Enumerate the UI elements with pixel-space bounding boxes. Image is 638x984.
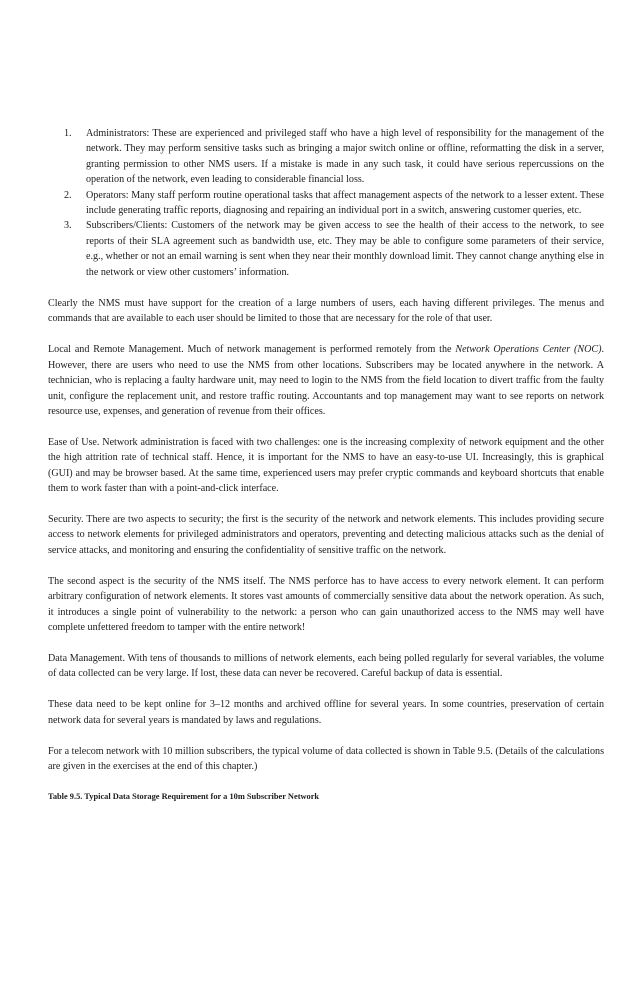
list-number: 2.: [64, 189, 72, 201]
list-number: 1.: [64, 128, 72, 139]
local-remote-text-end: . However, there are users who need to use the NMS from other locations. Subscribers may be located anywhere in the network. A technician, who is replacing a faulty hardware unit, may need to login to the NMS from the field location to divert traffic from the faulty unit, configure the replacement unit, and restore traffic routing. Accountants and top management may want to see reports on network resource use, expenses, and generation of revenue from their offices.: [48, 344, 604, 417]
list-item: [48, 188, 604, 219]
list-item-text: Subscribers/Clients: Customers of the network may be given access to see the health of their access to the network, to see reports of their SLA agreement such as bandwidth use, etc. They may be able to configure some parameters of their service, e.g., whether or not an email warning is sent when they near their monthly download limit. They cannot change anything else in the network or view other customers’ information.: [86, 220, 604, 278]
ease-of-use-paragraph: Ease of Use. Network administration is faced with two challenges: one is the increasing complexity of network equipment and the other the high attrition rate of technical staff. Hence, it is important for the NMS to have an easy-to-use UI. Increasingly, this is graphical (GUI) and may be browser based. At the same time, experienced users may prefer cryptic commands and keyboard shortcuts that enable them to work faster than with a point-and-click interface.: [48, 436, 604, 495]
data-retention-paragraph: These data need to be kept online for 3–12 months and archived offline for several years. In some countries, preservation of certain network data for several years is mandated by laws and regulations.: [48, 699, 604, 726]
data-management-paragraph: Data Management. With tens of thousands to millions of network elements, each being polled regularly for several variables, the volume of data collected can be very large. If lost, these data can never be recovered. Careful backup of data is essential.: [48, 652, 604, 680]
local-remote-paragraph: [48, 342, 604, 419]
list-item: [48, 126, 604, 188]
noc-term: Network Operations Center (NOC): [455, 344, 602, 356]
list-number: 3.: [64, 220, 72, 232]
table-caption: Table 9.5. Typical Data Storage Requirement for a 10m Subscriber Network: [48, 791, 320, 801]
local-remote-text-start: Local and Remote Management. Much of network management is performed remotely from the: [48, 344, 456, 356]
list-item-text: Administrators: These are experienced and privileged staff who have a high level of responsibility for the management of the network. They may perform sensitive tasks such as bringing a major switch online or offline, reformatting the disk in a server, granting permission to other NMS users. If a mistake is made in any such task, it could have serious repercussions on the operation of the network, even leading to considerable financial loss.: [86, 128, 604, 186]
list-item: [48, 218, 604, 280]
nms-security-paragraph: The second aspect is the security of the NMS itself. The NMS perforce has to have access to every network element. It can perform arbitrary configuration of network elements. It stores vast amounts of commercially sensitive data about the network operation. As such, it introduces a single point of vulnerability to the network: a person who can gain unauthorized access to the NMS may well have complete unfettered freedom to tamper with the entire network!: [48, 575, 604, 633]
user-types-list: [48, 126, 604, 280]
list-item-text: Operators: Many staff perform routine operational tasks that affect management aspects of the network to a lesser extent. These include generating traffic reports, diagnosing and repairing an individual port in a switch, answering customer queries, etc.: [86, 189, 604, 217]
security-paragraph: Security. There are two aspects to security; the first is the security of the network and network elements. This includes providing secure access to network elements for privileged administrators and operators, preventing and detecting malicious attacks such as the denial of service attacks, and monitoring and ensuring the confidentiality of sensitive traffic on the network.: [48, 514, 604, 556]
telecom-example-paragraph: For a telecom network with 10 million subscribers, the typical volume of data collected is shown in Table 9.5. (Details of the calculations are given in the exercises at the end of this chapter.): [48, 745, 604, 772]
privileges-paragraph: Clearly the NMS must have support for the creation of a large numbers of users, each having different privileges. The menus and commands that are available to each user should be limited to those that are necessary for the role of that user.: [48, 298, 604, 325]
